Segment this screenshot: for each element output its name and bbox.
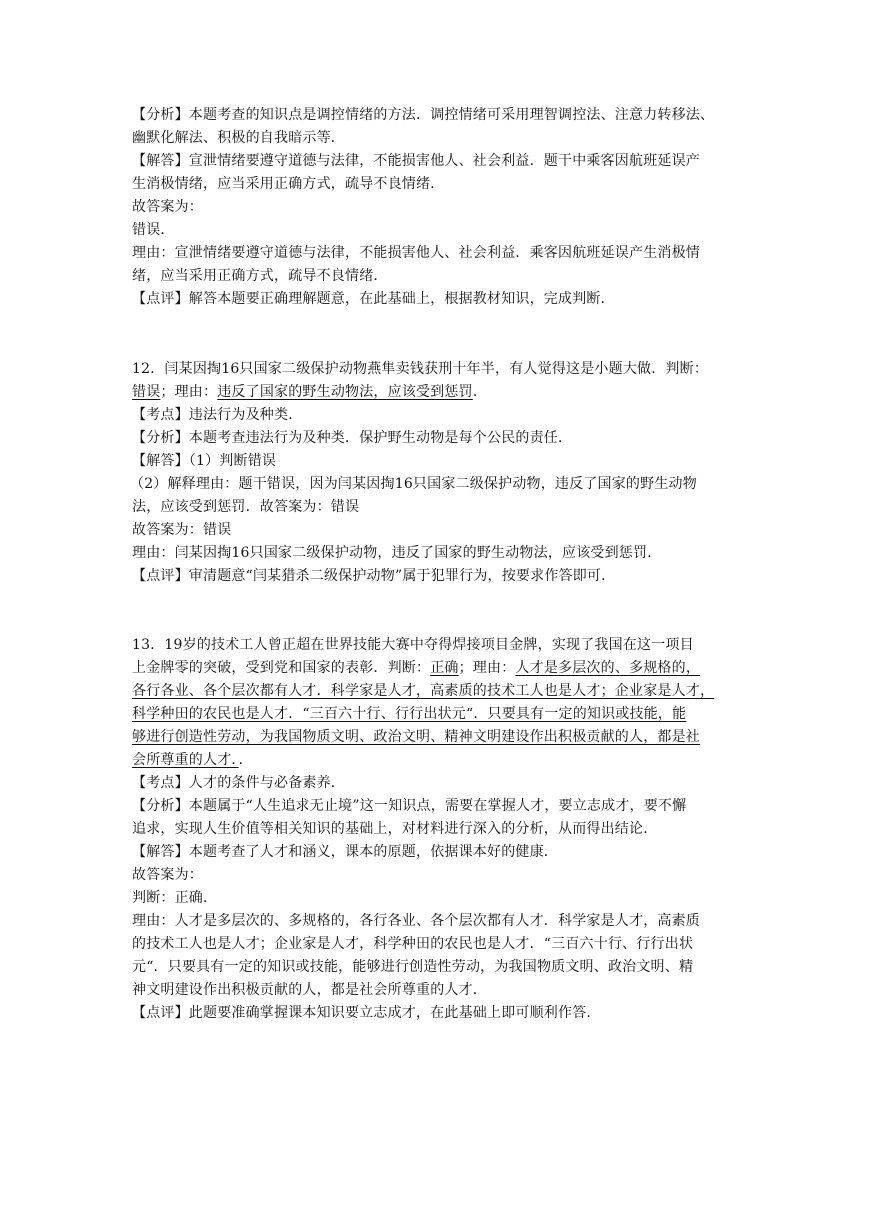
analysis-line: 【分析】本题考查违法行为及种类．保护野生动物是每个公民的责任． [132,430,573,446]
question-12-line: 12．闫某因掏16只国家二级保护动物燕隼卖钱获刑十年半，有人觉得这是小题大做．判断： [132,361,709,377]
kaodian-line: 【考点】人才的条件与必备素养． [132,775,345,791]
reason-line: 理由：人才是多层次的、多规格的，各行各业、各个层次都有人才．科学家是人才，高素质 [132,913,700,929]
reason-answer-end: 会所尊重的人才． [132,752,239,768]
comment-line: 【点评】解答本题要正确理解题意，在此基础上，根据教材知识，完成判断． [132,291,615,307]
answer-line: 【解答】本题考查了人才和涵义，课本的原题，依据课本好的健康． [132,844,558,860]
reason-answer-line: 够进行创造性劳动，为我国物质文明、政治文明、精神文明建设作出积极贡献的人，都是社 [132,729,700,745]
answer-line: 【解答】（1）判断错误 [132,453,277,469]
reason-line: 理由：闫某因掏16只国家二级保护动物，违反了国家的野生动物法，应该受到惩罚． [132,545,662,561]
reason-line: 元“．只要具有一定的知识或技能，能够进行创造性劳动，为我国物质文明、政治文明、精 [132,959,694,975]
reason-answer-line [132,749,742,771]
reason-answer: 人才是多层次的、多规格的， [515,660,701,676]
reason-line: 理由：宣泄情绪要遵守道德与法律，不能损害他人、社会利益．乘客因航班延误产生消极情 [132,245,700,261]
separator: ；理由： [160,384,218,400]
reason-answer: 违反了国家的野生动物法，应该受到惩罚 [217,384,473,400]
answer-line: 法，应该受到惩罚．故答案为：错误 [132,499,360,515]
judge-answer: 错误 [132,384,161,400]
analysis-line: 【分析】本题属于“人生追求无止境”这一知识点，需要在掌握人才，要立志成才，要不懈 [132,798,687,814]
judge-line: 判断：正确． [132,890,218,906]
separator: ；理由： [458,660,516,676]
kaodian-line: 【考点】违法行为及种类． [132,407,303,423]
answer-line: 【解答】宣泄情绪要遵守道德与法律，不能损害他人、社会利益．题干中乘客因航班延误产 [132,153,700,169]
answer-line: 生消极情绪，应当采用正确方式，疏导不良情绪． [132,176,445,192]
reason-line: 的技术工人也是人才；企业家是人才，科学种田的农民也是人才．“三百六十行、行行出状 [132,936,694,952]
result-label: 故答案为： [132,867,203,883]
result-label: 故答案为： [132,199,203,215]
analysis-line: 追求，实现人生价值等相关知识的基础上，对材料进行深入的分析，从而得出结论． [132,821,658,837]
period: ． [472,384,488,400]
question-12-answer-line [132,381,742,403]
judge-answer: 正确 [430,660,459,676]
question-13-line [132,657,742,679]
reason-line: 神文明建设作出积极贡献的人，都是社会所尊重的人才． [132,982,487,998]
question-13-line: 13．19岁的技术工人曾正超在世界技能大赛中夺得焊接项目金牌，实现了我国在这一项目 [132,637,694,653]
comment-line: 【点评】此题要准确掌握课本知识要立志成才，在此基础上即可顺利作答． [132,1005,601,1021]
answer-line: （2）解释理由：题干错误，因为闫某因掏16只国家二级保护动物，违反了国家的野生动物 [130,476,697,492]
period: ． [238,752,253,768]
result-value: 错误． [132,222,175,238]
analysis-line: 【分析】本题考查的知识点是调控情绪的方法．调控情绪可采用理智调控法、注意力转移法、 [132,107,715,123]
question-text: 上金牌零的突破，受到党和国家的表彰．判断： [132,660,431,676]
result-line: 故答案为：错误 [132,522,232,538]
reason-answer-line: 科学种田的农民也是人才．“三百六十行、行行出状元“．只要具有一定的知识或技能，能 [132,706,687,722]
comment-line: 【点评】审清题意“闫某猎杀二级保护动物”属于犯罪行为，按要求作答即可． [132,568,616,584]
analysis-line: 幽默化解法、积极的自我暗示等． [132,130,345,146]
reason-line: 绪，应当采用正确方式，疏导不良情绪． [132,268,388,284]
reason-answer-line: 各行各业、各个层次都有人才．科学家是人才，高素质的技术工人也是人才；企业家是人才， [132,683,715,699]
